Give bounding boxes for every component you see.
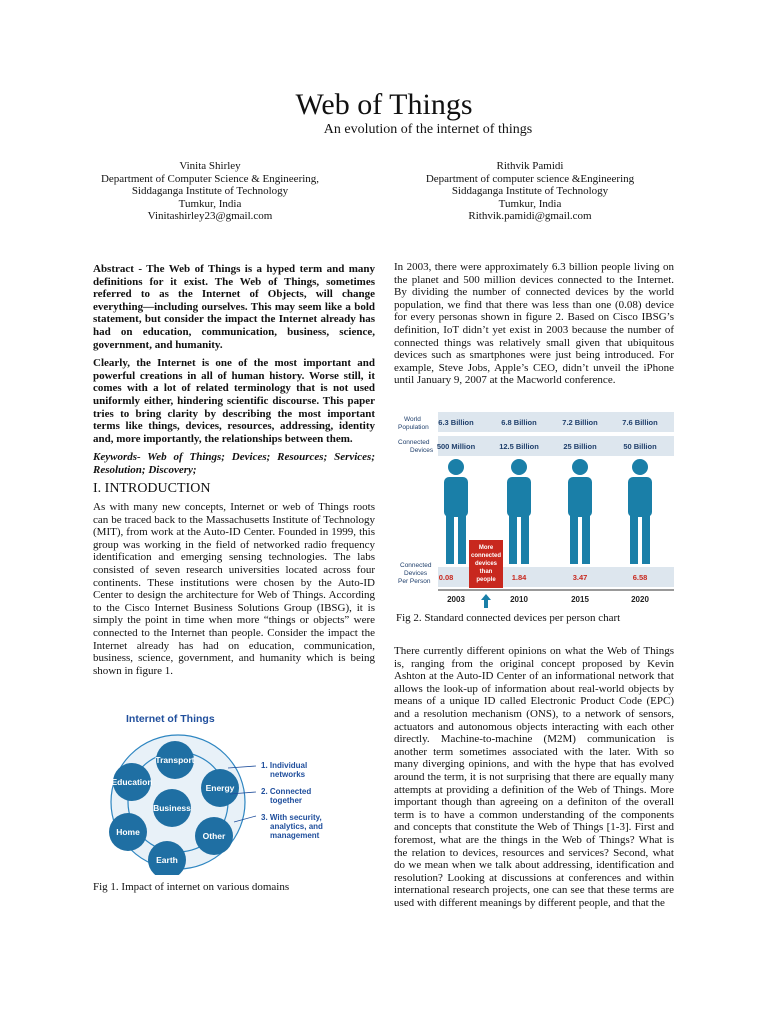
figure-1-iot-diagram xyxy=(108,710,378,875)
abstract-paragraph-1: Abstract - The Web of Things is a hyped term and many definitions for it exist. The Web of Things, sometimes referred to as the Internet of Objects, will change everything—including ourselves. This may seem like a bold statement, but consider the impact the Internet already has had on education, communication, business, science, government, and humanity. xyxy=(93,263,375,351)
legend-item-3: 3. With security, analytics, and management xyxy=(261,813,323,840)
author-city: Tumkur, India xyxy=(178,197,242,210)
figure-2-caption: Fig 2. Standard connected devices per person chart xyxy=(396,612,621,624)
per-person-value: 0.08 xyxy=(438,573,454,582)
devices-value: 12.5 Billion xyxy=(499,442,539,451)
year-label: 2003 xyxy=(447,595,465,604)
author-block-1 xyxy=(60,160,360,223)
author-inst: Siddaganga Institute of Technology xyxy=(131,185,289,197)
figure-1-title: Internet of Things xyxy=(126,713,215,725)
year-label: 2015 xyxy=(571,595,589,604)
per-person-value: 3.47 xyxy=(572,573,588,582)
population-value: 6.3 Billion xyxy=(438,418,474,427)
right-paragraph-2: There currently different opinions on what the Web of Things is, ranging from the original concept proposed by Kevin Ashton at the Auto-ID Center of an informational network that allows the look-up of information about real-world objects by means of a unique ID called Electronic Product Code (EPC) and a resolution mechanism (ONS), to a network of sensors, actuators and autonomous objects interacting with each other directly. Machine-to-machine (M2M) communication is another term sometimes associated with the later. With so many diverging opinions, and with the hype that has evolved around the term, it is not surprising that there are equally many attempts at providing a definition of the Web of Things. More important though than agreeing on a definiton of the overall term is to have a common understanding of the components and concepts that constitute the Web of Things [1-3]. First and foremost, what are the things in the Web of Things? What is the relation to devices, resources and services? Second, what do we mean when we talk about addressing, identification and resolution? Looking at discussions at conferences and within international research projects, one can see that these terms are used with different meanings by different people, and that the xyxy=(394,645,674,909)
node-label-education: Education xyxy=(111,777,153,787)
section-heading: I. INTRODUCTION xyxy=(93,480,211,496)
author-inst: Siddaganga Institute of Technology xyxy=(451,185,609,197)
paper-title: Web of Things xyxy=(295,88,473,121)
author-email: Rithvik.pamidi@gmail.com xyxy=(468,210,592,222)
right-paragraph-1: In 2003, there were approximately 6.3 billion people living on the planet and 500 million devices connected to the Internet. By dividing the number of connected devices by the world population, we find that there was less than one (0.08) device for every personas shown in figure 2. Based on Cisco IBSG’s definition, IoT didn’t yet exist in 2003 because the number of connected things was relatively small given that ubiquitous devices such as smartphones were just being introduced. For example, Steve Jobs, Apple’s CEO, didn’t unveil the iPhone until January 9, 2007 at the Macworld conference. xyxy=(394,261,674,387)
author-block-2 xyxy=(380,160,680,223)
intro-paragraph: As with many new concepts, Internet or web of Things roots can be traced back to the Massachusetts Institute of Technology (MIT), from work at the Auto-ID Center. Founded in 1999, this group was working in the field of networked radio frequency identification and emerging sensing technologies. The labs consisted of seven research universities located across four continents. These institutions were chosen by the Auto-ID Center to design the architecture for Web of Things. According to the Cisco Internet Business Solutions Group (IBSG), it is simply the point in time when more “things or objects” were connected to the Internet than people. Consider the impact the Internet already has had on education, communication, business, science, government, and humanity which is being shown in figure 1. xyxy=(93,501,375,677)
devices-value: 50 Billion xyxy=(623,442,657,451)
devices-value: 25 Billion xyxy=(563,442,597,451)
callout-text: More connected devices than people xyxy=(470,545,502,583)
year-label: 2020 xyxy=(631,595,649,604)
node-label-other: Other xyxy=(202,831,226,841)
node-label-transport: Transport xyxy=(155,755,195,765)
author-dept: Department of computer science &Engineering xyxy=(425,172,635,185)
left-column xyxy=(93,263,375,683)
arrow-up-icon xyxy=(481,594,491,608)
author-name: Vinita Shirley xyxy=(179,160,241,172)
figure-2-devices-per-person-chart xyxy=(396,412,674,608)
person-icon xyxy=(628,459,652,564)
per-person-value: 6.58 xyxy=(632,573,648,582)
legend-item-2: 2. Connected together xyxy=(261,787,312,805)
author-email: Vinitashirley23@gmail.com xyxy=(147,210,273,222)
abstract-paragraph-2: Clearly, the Internet is one of the most important and powerful creations in all of human history. Worse still, it comes with a lot of related terminology that is not used uniformly either, hindering scientific discourse. This paper tries to bring clarity by describing the most important terms like things, devices, resources, addressing, identity and, more importantly, the relationships between them. xyxy=(93,357,375,445)
per-person-value: 1.84 xyxy=(511,573,527,582)
node-label-earth: Earth xyxy=(156,855,178,865)
author-name: Rithvik Pamidi xyxy=(496,160,564,172)
row-label-devices: Connected Devices xyxy=(398,439,434,454)
author-dept: Department of Computer Science & Engineering, xyxy=(100,172,320,185)
population-value: 7.2 Billion xyxy=(562,418,598,427)
row-label-per-person: Connected Devices Per Person xyxy=(398,562,432,585)
node-label-home: Home xyxy=(116,827,140,837)
row-label-population: World Population xyxy=(398,416,429,431)
person-icon xyxy=(444,459,468,564)
population-value: 7.6 Billion xyxy=(622,418,658,427)
author-city: Tumkur, India xyxy=(498,197,562,210)
population-value: 6.8 Billion xyxy=(501,418,537,427)
year-label: 2010 xyxy=(510,595,528,604)
paper-subtitle: An evolution of the internet of things xyxy=(323,122,533,137)
legend-item-1: 1. Individual networks xyxy=(261,761,308,779)
person-icon xyxy=(568,459,592,564)
node-label-business: Business xyxy=(153,803,191,813)
devices-value: 500 Million xyxy=(436,442,476,451)
node-label-energy: Energy xyxy=(205,783,235,793)
figure-1-caption: Fig 1. Impact of internet on various domains xyxy=(93,881,290,893)
person-icon xyxy=(507,459,531,564)
keywords: Keywords- Web of Things; Devices; Resources; Services; Resolution; Discovery; xyxy=(93,451,375,476)
